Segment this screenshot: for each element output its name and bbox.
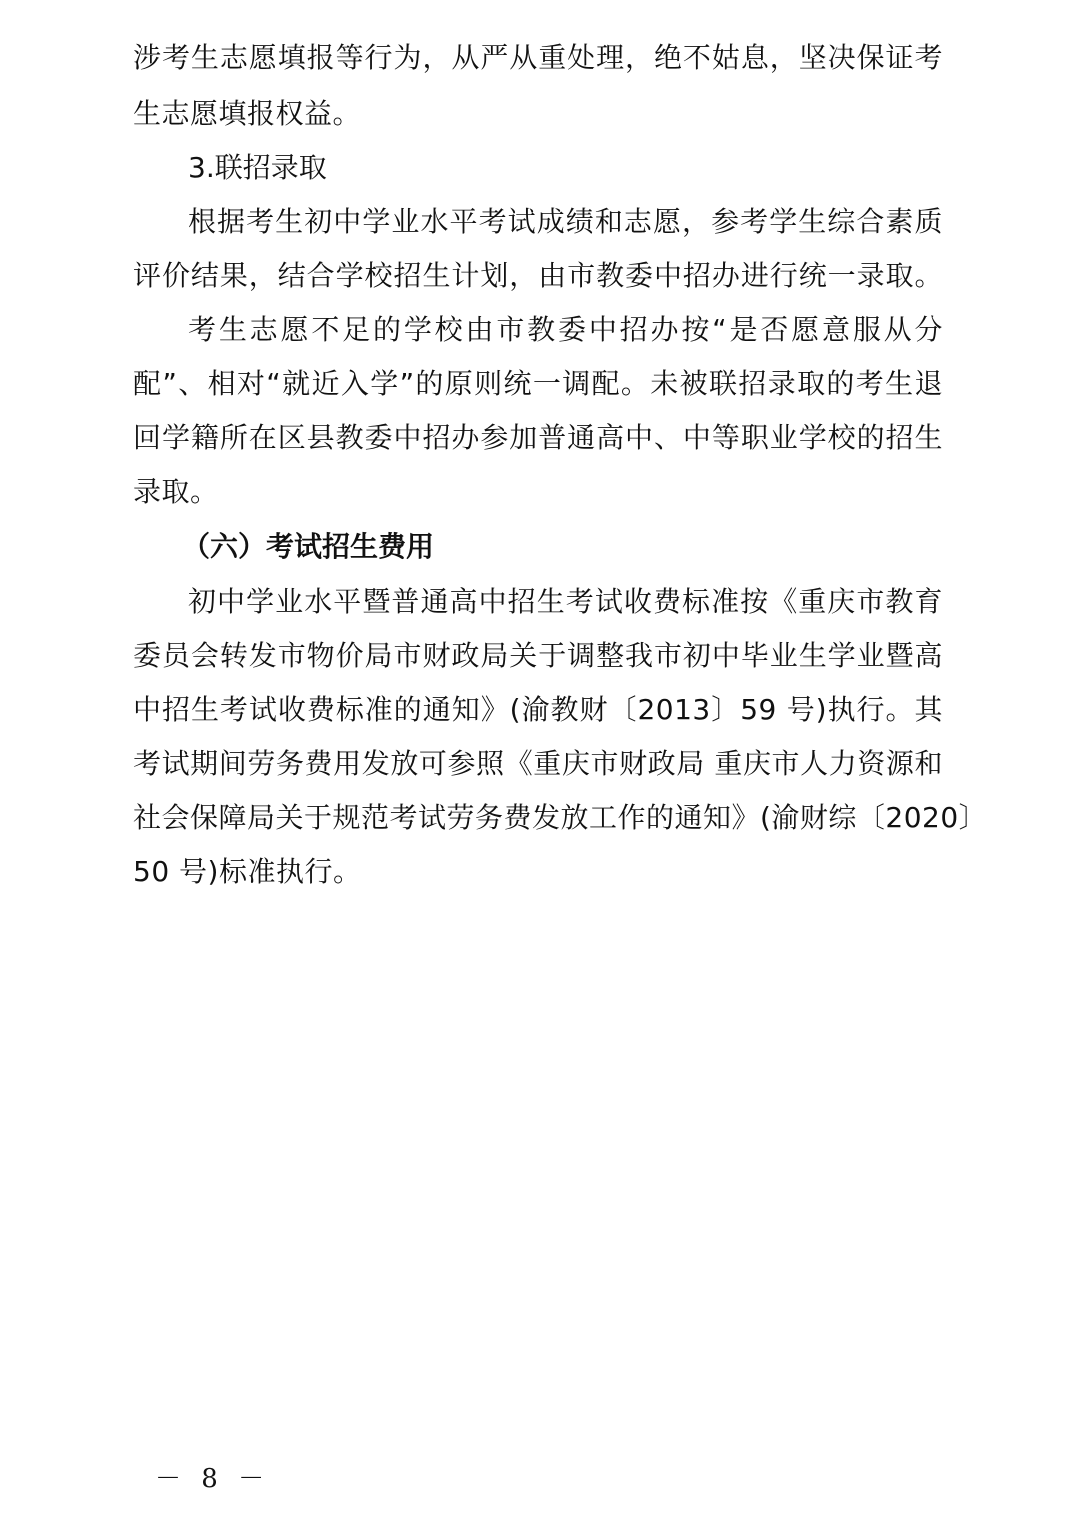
paragraph-line: 配”、相对“就近入学”的原则统一调配。未被联招录取的考生退 (133, 367, 943, 400)
subsection-heading: 3.联招录取 (188, 151, 327, 184)
paragraph-line: 回学籍所在区县教委中招办参加普通高中、中等职业学校的招生 (133, 421, 943, 454)
paragraph-line: 考生志愿不足的学校由市教委中招办按“是否愿意服从分 (188, 313, 943, 346)
paragraph-line: 涉考生志愿填报等行为，从严从重处理，绝不姑息，坚决保证考 (133, 41, 943, 74)
paragraph-line: 评价结果，结合学校招生计划，由市教委中招办进行统一录取。 (133, 259, 943, 292)
paragraph-line: 录取。 (133, 475, 219, 508)
page-number: － 8 － (155, 1464, 271, 1494)
paragraph-line: 社会保障局关于规范考试劳务费发放工作的通知》(渝财综〔2020〕 (133, 801, 988, 834)
paragraph-line: 根据考生初中学业水平考试成绩和志愿，参考学生综合素质 (188, 205, 943, 238)
paragraph-line: 考试期间劳务费用发放可参照《重庆市财政局 重庆市人力资源和 (133, 747, 943, 780)
paragraph-line: 中招生考试收费标准的通知》(渝教财〔2013〕59 号)执行。其 (133, 693, 943, 726)
paragraph-line: 初中学业水平暨普通高中招生考试收费标准按《重庆市教育 (188, 585, 943, 618)
paragraph-line: 委员会转发市物价局市财政局关于调整我市初中毕业生学业暨高 (133, 639, 943, 672)
section-heading: （六）考试招生费用 (182, 530, 435, 563)
paragraph-line: 50 号)标准执行。 (133, 855, 362, 888)
paragraph-line: 生志愿填报权益。 (133, 97, 362, 130)
